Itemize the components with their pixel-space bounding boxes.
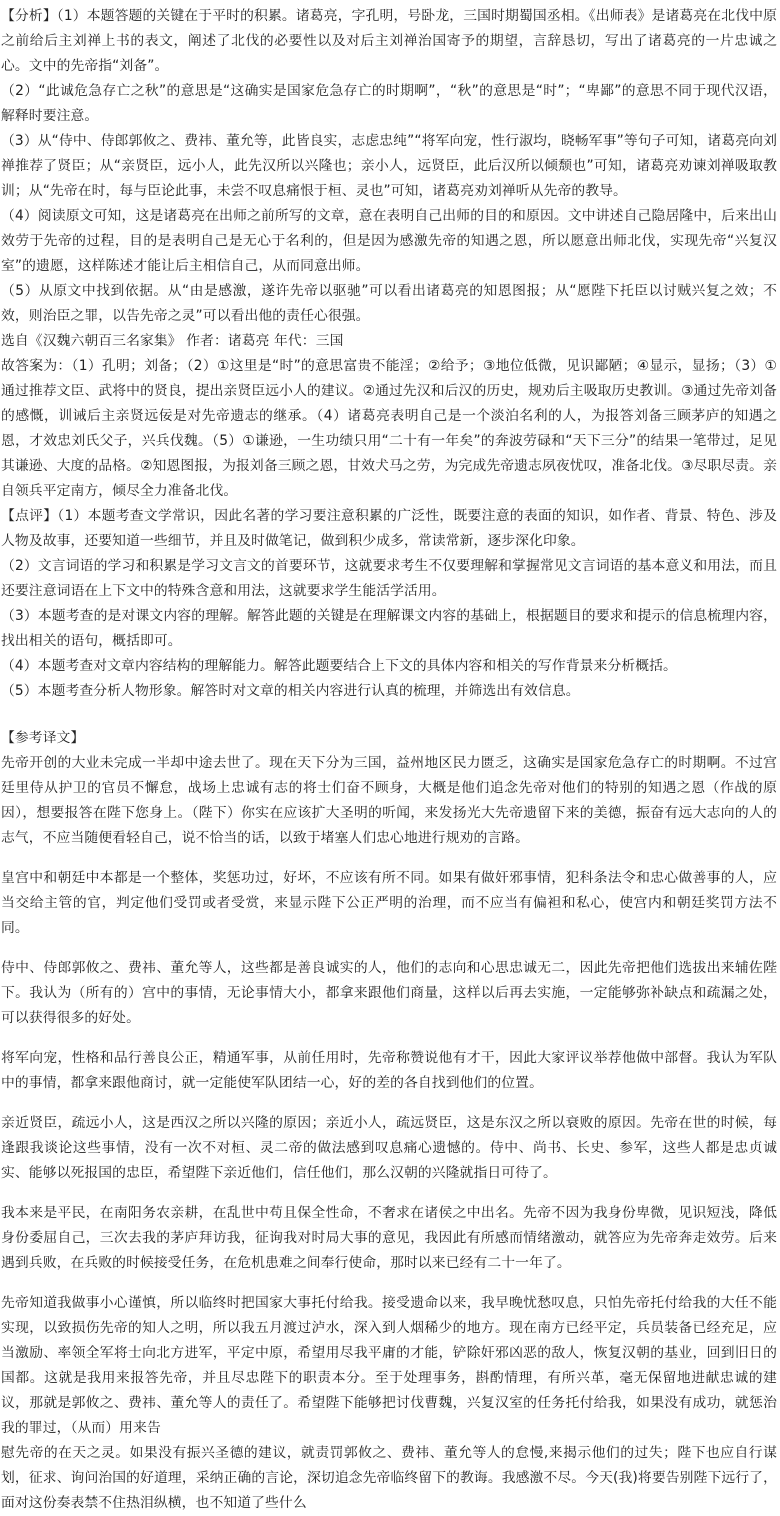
paragraph-spacer bbox=[1, 1186, 777, 1201]
translation-paragraph: 侍中、侍郎郭攸之、费祎、董允等人，这些都是善良诚实的人，他们的志向和心思忠诚无二，因此先帝把他们选拔出来辅佐陛下。我认为（所有的）宫中的事情，无论事情大小，都拿来跟他们商量，这样以后再去实施，一定能够弥补缺点和疏漏之处，可以获得很多的好处。 bbox=[1, 960, 777, 1026]
paragraph-spacer bbox=[1, 851, 777, 866]
analysis-point-5: （5）从原文中找到依据。从“由是感激，遂许先帝以驱驰”可以看出诸葛亮的知恩图报；从“愿陛下托臣以讨贼兴复之效；不效，则治臣之罪，以告先帝之灵”可以看出他的责任心很强。 bbox=[1, 283, 777, 324]
translation-section bbox=[1, 726, 777, 1516]
paragraph-spacer bbox=[1, 1096, 777, 1111]
answer-paragraph: 故答案为：（1）孔明；刘备；（2）①这里是“时”的意思富贵不能淫；②给予；③地位低微，见识鄙陋；④显示，显扬；（3）①通过推荐文臣、武将中的贤良，提出亲贤臣远小人的建议。②通过先汉和后汉的历史，规劝后主吸取历史教训。③通过先帝刘备的感慨，训诫后主亲贤远佞是对先帝遗志的继承。（4）诸葛亮表明自己是一个淡泊名利的人，为报答刘备三顾茅庐的知遇之恩，才效忠刘氏父子，兴兵伐魏。（5）①谦逊，一生功绩只用“二十有一年矣”的奔波劳碌和“天下三分”的结果一笔带过，足见其谦逊、大度的品格。②知恩图报，为报刘备三顾之恩，甘效犬马之劳，为完成先帝遗志夙夜忧叹，准备北伐。③尽职尽责。亲自领兵平定南方，倾尽全力准备北伐。 bbox=[1, 358, 777, 499]
analysis-intro: 【分析】（1）本题答题的关键在于平时的积累。诸葛亮，字孔明，号卧龙，三国时期蜀国丞相。《出师表》是诸葛亮在北伐中原之前给后主刘禅上书的表文，阐述了北伐的必要性以及对后主刘禅治国寄予的期望，言辞恳切，写出了诸葛亮的一片忠诚之心。文中的先帝指“刘备”。 bbox=[1, 8, 777, 74]
translation-header: 【参考译文】 bbox=[1, 730, 85, 746]
translation-paragraph: 将军向宠，性格和品行善良公正，精通军事，从前任用时，先帝称赞说他有才干，因此大家评议举荐他做中部督。我认为军队中的事情，都拿来跟他商讨，就一定能使军队团结一心，好的差的各自找到他们的位置。 bbox=[1, 1050, 777, 1091]
comment-point-5: （5）本题考查分析人物形象。解答时对文章的相关内容进行认真的梳理，并筛选出有效信息。 bbox=[1, 683, 580, 699]
paragraph-spacer bbox=[1, 1031, 777, 1046]
comment-intro: 【点评】（1）本题考查文学常识，因此名著的学习要注意积累的广泛性，既要注意的表面的知识，如作者、背景、特色、涉及人物及故事，还要知道一些细节，并且及时做笔记，做到积少成多，常读常新，逐步深化印象。 bbox=[1, 508, 777, 549]
analysis-point-4: （4）阅读原文可知，这是诸葛亮在出师之前所写的文章，意在表明自己出师的目的和原因。文中讲述自己隐居隆中，后来出山效劳于先帝的过程，目的是表明自己是无心于名利的，但是因为感激先帝的知遇之恩，所以愿意出师北伐，实现先帝“兴复汉室”的遗愿，这样陈述才能让后主相信自己，从而同意出师。 bbox=[1, 208, 777, 274]
translation-paragraph: 皇宫中和朝廷中本都是一个整体，奖惩功过，好坏，不应该有所不同。如果有做奸邪事情，犯科条法令和忠心做善事的人，应当交给主管的官，判定他们受罚或者受赏，来显示陛下公正严明的治理，而不应当有偏袒和私心，使宫内和朝廷奖罚方法不同。 bbox=[1, 870, 777, 936]
translation-paragraph: 先帝开创的大业未完成一半却中途去世了。现在天下分为三国，益州地区民力匮乏，这确实是国家危急存亡的时期啊。不过宫廷里侍从护卫的官员不懈怠，战场上忠诚有志的将士们奋不顾身，大概是他们追念先帝对他们的特别的知遇之恩（作战的原因），想要报答在陛下您身上。（陛下）你实在应该扩大圣明的听闻，来发扬光大先帝遗留下来的美德，振奋有远大志向的人的志气，不应当随便看轻自己，说不恰当的话，以致于堵塞人们忠心地进行规劝的言路。 bbox=[1, 755, 777, 846]
document bbox=[1, 4, 777, 1516]
paragraph-spacer bbox=[1, 941, 777, 956]
analysis-point-2: （2）“此诚危急存亡之秋”的意思是“这确实是国家危急存亡的时期啊”，“秋”的意思是“时”；“卑鄙”的意思不同于现代汉语，解释时要注意。 bbox=[1, 83, 777, 124]
analysis-section bbox=[1, 4, 777, 704]
analysis-point-3: （3）从“侍中、侍郎郭攸之、费祎、董允等，此皆良实，志虑忠纯”“将军向宠，性行淑均，晓畅军事”等句子可知，诸葛亮向刘禅推荐了贤臣；从“亲贤臣，远小人，此先汉所以兴隆也；亲小人，远贤臣，此后汉所以倾颓也”可知，诸葛亮劝谏刘禅吸取教训；从“先帝在时，每与臣论此事，未尝不叹息痛恨于桓、灵也”可知，诸葛亮劝刘禅听从先帝的教导。 bbox=[1, 133, 777, 199]
comment-point-4: （4）本题考查对文章内容结构的理解能力。解答此题要结合上下文的具体内容和相关的写作背景来分析概括。 bbox=[1, 658, 677, 674]
comment-point-2: （2）文言词语的学习和积累是学习文言文的首要环节，这就要求考生不仅要理解和掌握常见文言词语的基本意义和用法，而且还要注意词语在上下文中的特殊含意和用法，这就要求学生能活学活用。 bbox=[1, 558, 777, 599]
translation-paragraph: 我本来是平民，在南阳务农亲耕，在乱世中苟且保全性命，不奢求在诸侯之中出名。先帝不因为我身份卑微，见识短浅，降低身份委屈自己，三次去我的茅庐拜访我，征询我对时局大事的意见，我因此有所感而情绪激动，就答应为先帝奔走效劳。后来遇到兵败，在兵败的时候接受任务，在危机患难之间奉行使命，那时以来已经有二十一年了。 bbox=[1, 1205, 777, 1271]
section-spacer bbox=[1, 704, 777, 726]
translation-paragraph-continued: 慰先帝的在天之灵。如果没有振兴圣德的建议，就责罚郭攸之、费祎、董允等人的怠慢,来揭示他们的过失；陛下也应自行谋划，征求、询问治国的好道理，采纳正确的言论，深切追念先帝临终留下的教诲。我感激不尽。今天(我)将要告别陛下远行了，面对这份奏表禁不住热泪纵横，也不知道了些什么 bbox=[1, 1445, 777, 1511]
translation-paragraph: 先帝知道我做事小心谨慎，所以临终时把国家大事托付给我。接受遗命以来，我早晚忧愁叹息，只怕先帝托付给我的大任不能实现，以致损伤先帝的知人之明，所以我五月渡过泸水，深入到人烟稀少的地方。现在南方已经平定，兵员装备已经充足，应当激励、率领全军将士向北方进军，平定中原，希望用尽我平庸的才能，铲除奸邪凶恶的敌人，恢复汉朝的基业，回到旧日的国都。这就是我用来报答先帝，并且尽忠陛下的职责本分。至于处理事务，斟酌情理，有所兴革，毫无保留地进献忠诚的建议，那就是郭攸之、费祎、董允等人的责任了。希望陛下能够把讨伐曹魏，兴复汉室的任务托付给我，如果没有成功，就惩治我的罪过，（从而）用来告 bbox=[1, 1295, 777, 1436]
comment-point-3: （3）本题考查的是对课文内容的理解。解答此题的关键是在理解课文内容的基础上，根据题目的要求和提示的信息梳理内容，找出相关的语句，概括即可。 bbox=[1, 608, 777, 649]
paragraph-spacer bbox=[1, 1276, 777, 1291]
source-line: 选自《汉魏六朝百三名家集》 作者：诸葛亮 年代：三国 bbox=[1, 333, 344, 349]
translation-paragraph: 亲近贤臣，疏远小人，这是西汉之所以兴隆的原因；亲近小人，疏远贤臣，这是东汉之所以衰败的原因。先帝在世的时候，每逢跟我谈论这些事情，没有一次不对桓、灵二帝的做法感到叹息痛心遗憾的。侍中、尚书、长史、参军，这些人都是忠贞诚实、能够以死报国的忠臣，希望陛下亲近他们，信任他们，那么汉朝的兴隆就指日可待了。 bbox=[1, 1115, 777, 1181]
